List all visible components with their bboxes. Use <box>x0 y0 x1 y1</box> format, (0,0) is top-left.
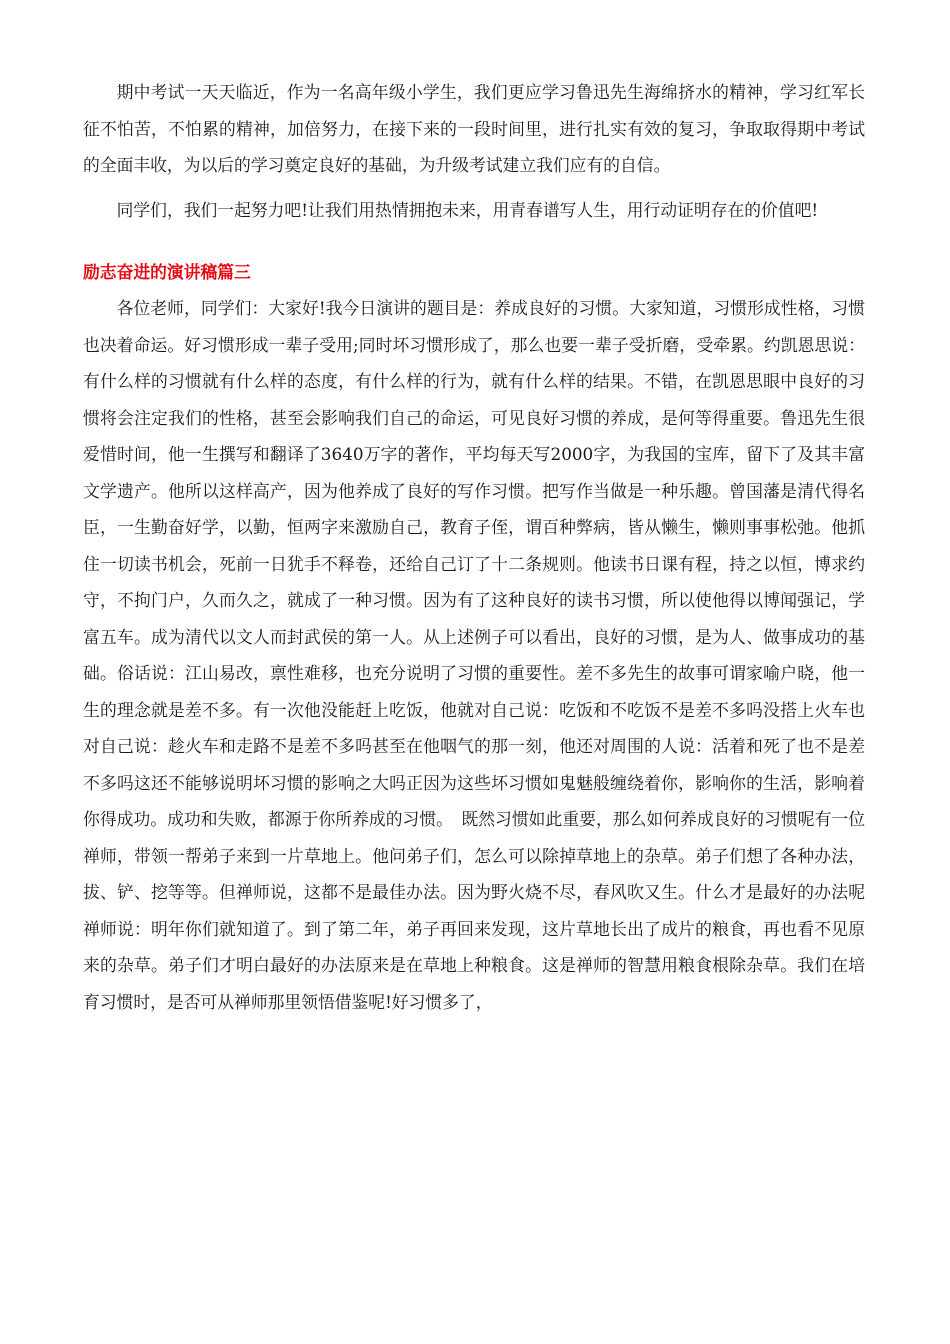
paragraph-good-habits-speech: 各位老师，同学们：大家好!我今日演讲的题目是：养成良好的习惯。大家知道，习惯形成性格，习惯也决着命运。好习惯形成一辈子受用;同时坏习惯形成了，那么也要一辈子受折磨，受牵累。约凯恩思说：有什么样的习惯就有什么样的态度，有什么样的行为，就有什么样的结果。不错，在凯恩思眼中良好的习惯将会注定我们的性格，甚至会影响我们自己的命运，可见良好习惯的养成，是何等得重要。鲁迅先生很爱惜时间，他一生撰写和翻译了3640万字的著作，平均每天写2000字，为我国的宝库，留下了及其丰富文学遗产。他所以这样高产，因为他养成了良好的写作习惯。把写作当做是一种乐趣。曾国藩是清代得名臣，一生勤奋好学，以勤，恒两字来激励自己，教育子侄，谓百种弊病，皆从懒生，懒则事事松弛。他抓住一切读书机会，死前一日犹手不释卷，还给自己订了十二条规则。他读书日课有程，持之以恒，博求约守，不拘门户，久而久之，就成了一种习惯。因为有了这种良好的读书习惯，所以使他得以博闻强记，学富五车。成为清代以文人而封武侯的第一人。从上述例子可以看出，良好的习惯，是为人、做事成功的基础。俗话说：江山易改，禀性难移，也充分说明了习惯的重要性。差不多先生的故事可谓家喻户晓，他一生的理念就是差不多。有一次他没能赶上吃饭，他就对自己说：吃饭和不吃饭不是差不多吗没搭上火车也对自己说：趁火车和走路不是差不多吗甚至在他咽气的那一刻，他还对周围的人说：活着和死了也不是差不多吗这还不能够说明坏习惯的影响之大吗正因为这些坏习惯如鬼魅般缠绕着你，影响你的生活，影响着你得成功。成功和失败，都源于你所养成的习惯。 既然习惯如此重要，那么如何养成良好的习惯呢有一位禅师，带领一帮弟子来到一片草地上。他问弟子们，怎么可以除掉草地上的杂草。弟子们想了各种办法，拔、铲、挖等等。但禅师说，这都不是最佳办法。因为野火烧不尽，春风吹又生。什么才是最好的办法呢禅师说：明年你们就知道了。到了第二年，弟子再回来发现，这片草地长出了成片的粮食，再也看不见原来的杂草。弟子们才明白最好的办法原来是在草地上种粮食。这是禅师的智慧用粮食根除杂草。我们在培育习惯时，是否可从禅师那里领悟借鉴呢!好习惯多了， <box>83 298 865 1012</box>
paragraph-midterm-exam: 期中考试一天天临近，作为一名高年级小学生，我们更应学习鲁迅先生海绵挤水的精神，学习红军长征不怕苦，不怕累的精神，加倍努力，在接下来的一段时间里，进行扎实有效的复习，争取取得期中考试的全面丰收，为以后的学习奠定良好的基础，为升级考试建立我们应有的自信。 <box>83 82 865 175</box>
paragraph-work-hard-together: 同学们，我们一起努力吧!让我们用热情拥抱未来，用青春谱写人生，用行动证明存在的价值吧! <box>116 199 819 220</box>
section-title: 励志奋进的演讲稿篇三 <box>83 262 251 282</box>
document-content <box>83 74 865 1020</box>
